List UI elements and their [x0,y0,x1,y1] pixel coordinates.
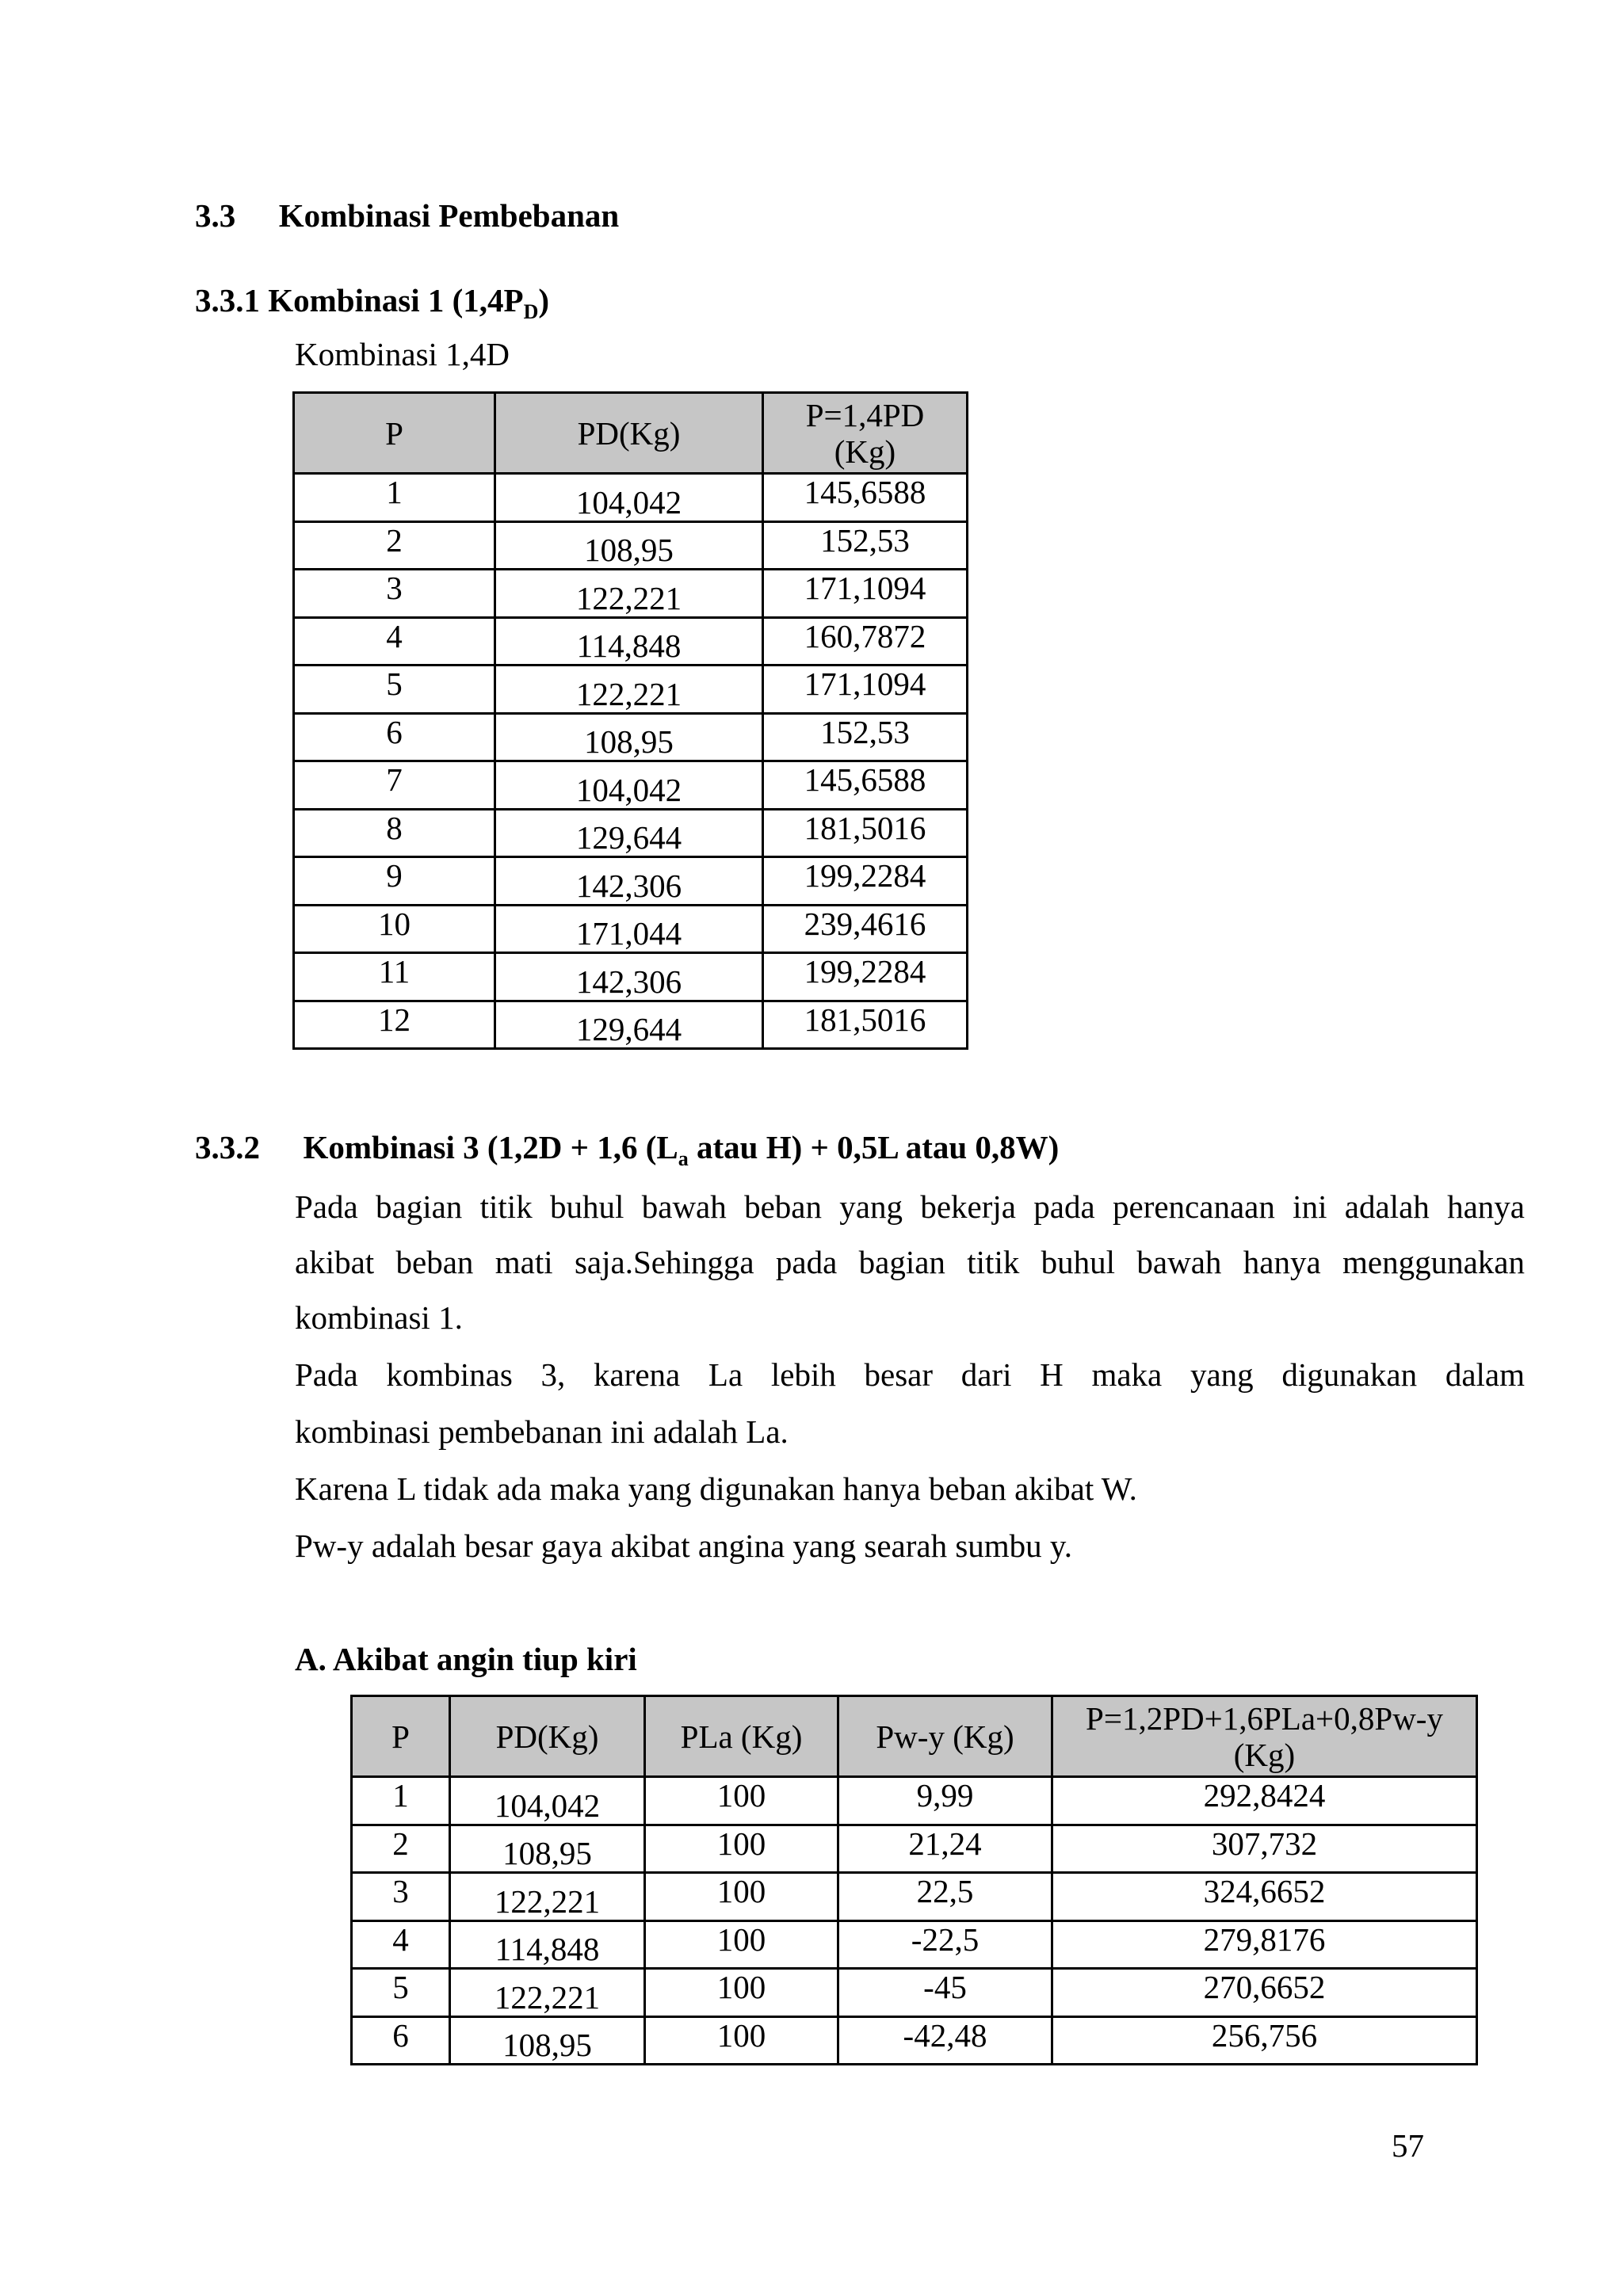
table-cell: 108,95 [495,521,763,570]
paragraph-1-line-1: Pada bagian titik buhul bawah beban yang bekerja pada perencanaan ini adalah hanya [295,1188,1525,1225]
table-row [294,857,968,906]
section-title: Kombinasi 1 $(1,4P_D)$ [268,282,550,324]
table-cell: 270,6652 [1052,1969,1477,2017]
table-cell: 324,6652 [1052,1873,1477,1921]
table-cell: 145,6588 [763,474,968,522]
table-row [352,1825,1477,1873]
table-cell: 104,042 [450,1777,645,1825]
table-cell: 104,042 [495,474,763,522]
table-cell: 181,5016 [763,1001,968,1049]
table-row [294,1001,968,1049]
section-number: 3.3.2 [195,1129,260,1165]
table-cell: 129,644 [495,1001,763,1049]
table-cell: -42,48 [838,2016,1052,2065]
table-cell: 129,644 [495,809,763,857]
section-number: 3.3 [195,197,236,234]
table-cell: 1 [294,474,495,522]
table-cell: 21,24 [838,1825,1052,1873]
table-cell: 5 [352,1969,450,2017]
table-cell: 108,95 [450,2016,645,2065]
wind-left-table [350,1695,1478,2065]
header-pla: PLa (Kg) [645,1696,838,1777]
table-cell: 6 [294,713,495,761]
table-row [352,1873,1477,1921]
table-cell: 145,6588 [763,761,968,810]
combination-1-table [292,391,968,1050]
table-cell: 2 [294,521,495,570]
table-cell: 22,5 [838,1873,1052,1921]
table-cell: 11 [294,953,495,1001]
header-p: P [294,393,495,474]
table-row [294,521,968,570]
table-cell: 171,1094 [763,666,968,714]
table-cell: 152,53 [763,713,968,761]
table-cell: 100 [645,1777,838,1825]
table-cell: 100 [645,2016,838,2065]
table-cell: 122,221 [495,666,763,714]
combination-label: Kombinasi 1,4D [295,336,510,372]
table-cell: 6 [352,2016,450,2065]
table-cell: 142,306 [495,857,763,906]
table-cell: 114,848 [450,1920,645,1969]
table-cell: 100 [645,1873,838,1921]
table-cell: 4 [352,1920,450,1969]
table-row [294,905,968,953]
table-cell: 239,4616 [763,905,968,953]
table-cell: -45 [838,1969,1052,2017]
table-cell: 122,221 [450,1873,645,1921]
header-p-result: P=1,2PD+1,6PLa+0,8Pw-y (Kg) [1052,1696,1477,1777]
table-row [294,713,968,761]
table-row [352,1969,1477,2017]
table-cell: 8 [294,809,495,857]
table-cell: 181,5016 [763,809,968,857]
table-row [352,1777,1477,1825]
table-cell: 307,732 [1052,1825,1477,1873]
table-cell: 3 [352,1873,450,1921]
table-cell: 114,848 [495,617,763,666]
paragraph-2-line-1: Pada kombinas 3, karena La lebih besar dari H maka yang digunakan dalam [295,1356,1525,1393]
table-cell: 122,221 [450,1969,645,2017]
table-header-row [352,1696,1477,1777]
paragraph-2-line-2: kombinasi pembebanan ini adalah La. [295,1413,789,1450]
table-row [294,953,968,1001]
section-title: Kombinasi Pembebanan [278,197,620,234]
table-row [294,617,968,666]
header-pd: PD(Kg) [495,393,763,474]
table-cell: 5 [294,666,495,714]
table-row [352,2016,1477,2065]
paragraph-1-line-2: akibat beban mati saja.Sehingga pada bagian titik buhul bawah hanya menggunakan [295,1244,1525,1280]
header-pwy: Pw-y (Kg) [838,1696,1052,1777]
table-cell: 279,8176 [1052,1920,1477,1969]
section-3-3-heading [195,196,619,235]
table-cell: 2 [352,1825,450,1873]
table-cell: 3 [294,570,495,618]
table-cell: 9 [294,857,495,906]
table-cell: 152,53 [763,521,968,570]
paragraph-3: Karena L tidak ada maka yang digunakan hanya beban akibat W. [295,1470,1137,1507]
table-cell: 9,99 [838,1777,1052,1825]
table-row [294,570,968,618]
section-3-3-1-heading [195,281,549,331]
paragraph-1-line-3: kombinasi 1. [295,1299,463,1336]
table-cell: 4 [294,617,495,666]
table-cell: 256,756 [1052,2016,1477,2065]
table-row [294,809,968,857]
table-cell: 292,8424 [1052,1777,1477,1825]
section-title: Kombinasi 3 (1,2D + 1,6 ($L_a$ atau H) + 0,5L atau 0,8W) [303,1129,1060,1171]
subsection-a-heading: A. Akibat angin tiup kiri [295,1641,637,1677]
table-cell: 142,306 [495,953,763,1001]
table-row [294,474,968,522]
table-cell: 104,042 [495,761,763,810]
table-header-row [294,393,968,474]
table-cell: 171,1094 [763,570,968,618]
table-cell: 160,7872 [763,617,968,666]
table-cell: 7 [294,761,495,810]
header-pd: PD(Kg) [450,1696,645,1777]
section-number: 3.3.1 [195,282,260,318]
table-cell: 1 [352,1777,450,1825]
table-cell: 108,95 [495,713,763,761]
paragraph-4: Pw-y adalah besar gaya akibat angina yang searah sumbu y. [295,1527,1072,1564]
table-row [294,666,968,714]
header-p-result: P=1,4PD (Kg) [763,393,968,474]
table-cell: 199,2284 [763,953,968,1001]
page-number: 57 [1392,2127,1424,2164]
header-p: P [352,1696,450,1777]
table-cell: 108,95 [450,1825,645,1873]
table-cell: 100 [645,1920,838,1969]
table-cell: 12 [294,1001,495,1049]
table-cell: 122,221 [495,570,763,618]
table-row [352,1920,1477,1969]
table-cell: 100 [645,1969,838,2017]
table-cell: 100 [645,1825,838,1873]
table-row [294,761,968,810]
section-3-3-2-heading [195,1128,1059,1178]
table-cell: -22,5 [838,1920,1052,1969]
table-cell: 171,044 [495,905,763,953]
table-cell: 199,2284 [763,857,968,906]
table-cell: 10 [294,905,495,953]
